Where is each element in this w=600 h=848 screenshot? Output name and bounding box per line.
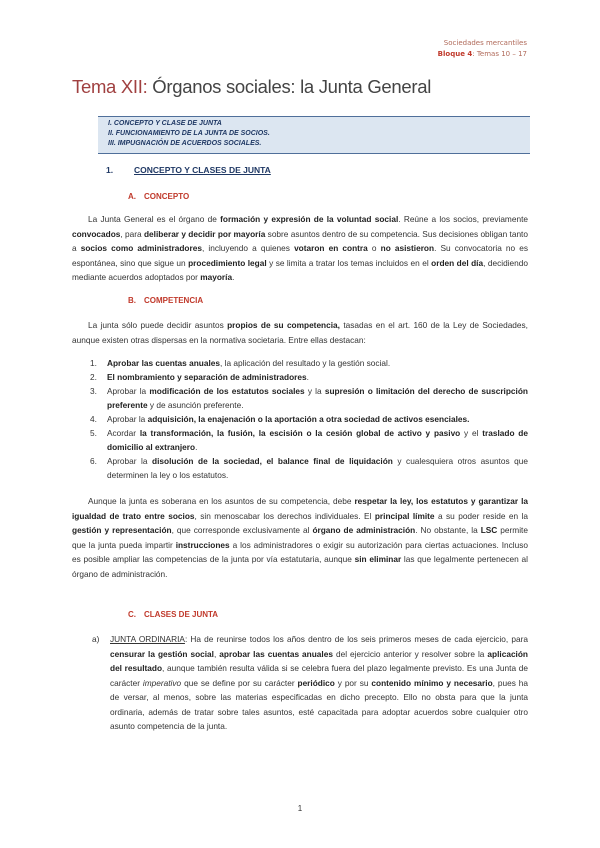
table-of-contents <box>98 116 530 154</box>
page-number: 1 <box>297 804 303 813</box>
section-number: 1. <box>106 165 114 175</box>
junta-ordinaria-item: a) JUNTA ORDINARIA: Ha de reunirse todos los años dentro de los seis primeros meses de cada ejercicio, para censurar la gestión social, aprobar las cuentas anuales del ejercicio anterior y resolver sobre la aplicación del resultado, aunque también resulta válida si se celebra fuera del plazo legalmente previsto. Es una Junta de carácter imperativo que se define por su carácter periódico y por su contenido mínimo y necesario, pues ha de versar, al menos, sobre las materias especificadas en dicho precepto. Ello no obsta para que la junta ordinaria, además de tratar sobre tales asuntos, esté capacitada para adoptar acuerdos sobre cualquier otro asunto competencia de la junta. <box>92 634 528 731</box>
header-subject: Sociedades mercantiles <box>443 39 527 47</box>
subheading-letter: C. <box>128 610 136 619</box>
header-block-topics: : Temas 10 – 17 <box>472 50 527 58</box>
subheading-competencia <box>128 296 203 305</box>
paragraph-limites: Aunque la junta es soberana en los asuntos de su competencia, debe respetar la ley, los estatutos y garantizar la igualdad de trato entre socios, sin menoscabar los derechos individuales. El principal límite a su poder reside en la gestión y representación, que corresponde exclusivamente al órgano de administración. No obstante, la LSC permite que la junta pueda impartir instrucciones a los administradores o exigir su autorización para ciertas actuaciones. Incluso es posible ampliar las competencias de la junta por vía estatutaria, aunque sin eliminar las que legalmente pertenecen al órgano de administración. <box>72 496 528 579</box>
list-item: 1. Aprobar las cuentas anuales, la aplicación del resultado y la gestión social. <box>90 358 391 368</box>
list-item: 6. Aprobar la disolución de la sociedad, el balance final de liquidación y cualesquiera otros asuntos que determinen la ley o los estatutos. <box>90 456 528 480</box>
list-item: 2. El nombramiento y separación de administradores. <box>90 372 309 382</box>
competencias-list <box>90 356 528 482</box>
section-title: CONCEPTO Y CLASES DE JUNTA <box>134 165 271 175</box>
subheading-letter: A. <box>128 192 136 201</box>
title-text: Órganos sociales: la Junta General <box>147 76 432 97</box>
list-item: 4. Aprobar la adquisición, la enajenación o la aportación a otra sociedad de activos esenciales. <box>90 414 470 424</box>
subheading-concepto <box>128 192 189 201</box>
header-block <box>438 49 527 60</box>
toc-item: II. FUNCIONAMIENTO DE LA JUNTA DE SOCIOS. <box>108 130 270 137</box>
subheading-title: CONCEPTO <box>144 192 190 201</box>
paragraph-concepto: La Junta General es el órgano de formación y expresión de la voluntad social. Reúne a los socios, previamente convocados, para deliberar y decidir por mayoría sobre asuntos dentro de su competencia. Sus decisiones obligan tanto a socios como administradores, incluyendo a quienes votaron en contra o no asistieron. Su convocatoria no es espontánea, sino que sigue un procedimiento legal y se limita a tratar los temas incluidos en el orden del día, decidiendo mediante acuerdos adoptados por mayoría. <box>72 214 529 282</box>
subheading-title: COMPETENCIA <box>144 296 204 305</box>
section-heading <box>106 165 271 175</box>
page-title <box>72 76 431 98</box>
subheading-letter: B. <box>128 296 136 305</box>
paragraph-competencia-intro: La junta sólo puede decidir asuntos propios de su competencia, tasadas en el art. 160 de la Ley de Sociedades, aunque existen otras dispersas en la normativa societaria. Entre ellas destacan: <box>72 320 528 345</box>
list-item: 3. Aprobar la modificación de los estatutos sociales y la supresión o limitación del derecho de suscripción preferente y de asunción preferente. <box>90 386 528 410</box>
list-item: 5. Acordar la transformación, la fusión, la escisión o la cesión global de activo y pasivo y el traslado de domicilio al extranjero. <box>90 428 528 452</box>
subheading-title: CLASES DE JUNTA <box>144 610 219 619</box>
running-header <box>438 38 527 60</box>
toc-item: I. CONCEPTO Y CLASE DE JUNTA <box>108 120 222 127</box>
subheading-clases <box>128 610 218 619</box>
title-tema: Tema XII: <box>72 76 148 97</box>
toc-item: III. IMPUGNACIÓN DE ACUERDOS SOCIALES. <box>108 140 262 147</box>
header-block-label: Bloque 4 <box>437 50 473 58</box>
